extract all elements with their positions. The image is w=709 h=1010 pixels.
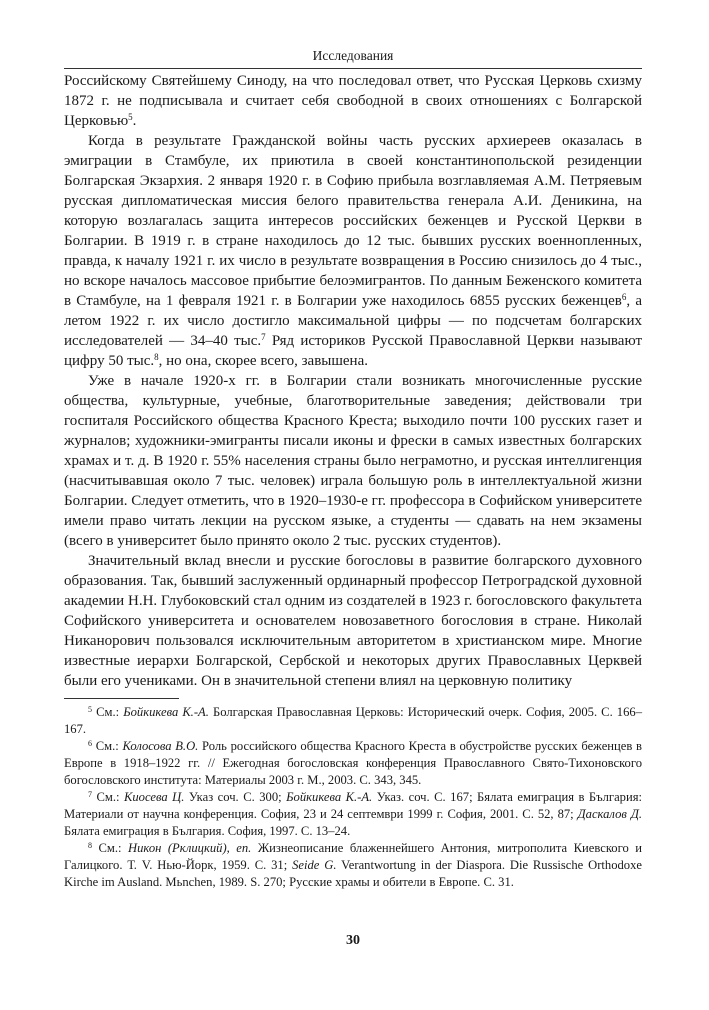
paragraph-2 [64,131,642,371]
footnote-5-text: Болгарская Православная Церковь: Исторический очерк. София, 2005. С. 166–167. [64,705,642,736]
footnote-5-number: 5 [88,705,92,714]
footnote-7-author-2: Бойкикева К.-А. [286,790,373,804]
footnote-ref-7[interactable]: 7 [261,332,266,342]
footnote-7 [64,789,642,840]
main-text [64,71,642,691]
footnote-8-prefix: См.: [92,841,129,855]
footnote-5 [64,704,642,738]
footnote-8-author-1: Никон (Рклицкий), еп. [128,841,252,855]
footnote-8-number: 8 [88,841,92,850]
footnote-5-author: Бойкикева К.-А. [123,705,209,719]
paragraph-3: Уже в начале 1920-х гг. в Болгарии стали возникать многочисленные русские общества, культурные, учебные, благотворительные заведения; действовали три госпиталя Российского общества Красного Креста; выходило почти 100 русских газет и журналов; художники-эмигранты писали иконы и фрески в самых известных болгарских храмах и т. д. В 1920 г. 55% населения страны было неграмотно, и русская интеллигенция (насчитывавшая около 7 тыс. человек) играла большую роль в интеллектуальной жизни Болгарии. Следует отметить, что в 1920–1930-е гг. профессора в Софийском университете имели право читать лекции на русском языке, а студенты — сдавать на нем экзамены (всего в университет было принято около 2 тыс. русских студентов). [64,373,642,549]
footnote-ref-6[interactable]: 6 [621,292,627,302]
paragraph-1-end: . [132,113,137,129]
footnote-6-author: Колосова В.О. [122,739,199,753]
page-number: 30 [346,933,360,948]
footnote-8 [64,840,642,891]
footnote-7-author-3: Даскалов Д. [577,807,642,821]
paragraph-1-text: Российскому Святейшему Синоду, на что последовал ответ, что Русская Церковь схизму 1872 г. не подписывала и считает себя свободной в своих отношениях с Болгарской Церковью [64,73,642,129]
paragraph-2-text-4: , но она, скорее всего, завышена. [158,353,368,369]
footnote-6-number: 6 [88,739,92,748]
paragraph-1 [64,71,642,131]
header-divider [64,68,642,69]
footnotes [64,704,642,891]
paragraph-2-text-3: Ряд историков Русской Православной Церкви называют цифру 50 тыс. [64,333,643,369]
footnote-6-text: Роль российского общества Красного Креста в обустройстве русских беженцев в Европе в 1918–1922 гг. // Ежегодная богословская конференция Православного Свято-Тихоновского богословского института: Материалы 2003 г. М., 2003. С. 343, 345. [64,739,642,787]
paragraph-2-text-2: , а летом 1922 г. их число достигло максимальной цифры — по подсчетам болгарских исследователей — 34–40 тыс. [64,293,642,349]
footnote-ref-5[interactable]: 5 [128,112,133,122]
footnote-8-text-1: Жизнеописание блаженнейшего Антония, митрополита Киевского и Галицкого. Т. V. Нью-Йорк, 1959. С. 31; [64,841,642,872]
footnote-7-text-3: Бялата емиграция в България. София, 1997. С. 13–24. [64,824,351,838]
footnote-7-prefix: См.: [92,790,124,804]
footnote-divider [64,698,179,699]
footnote-7-text-1: Указ соч. С. 300; [184,790,287,804]
footnote-6-prefix: См.: [92,739,123,753]
paragraph-4: Значительный вклад внесли и русские богословы в развитие болгарского духовного образования. Так, бывший заслуженный ординарный профессор Петроградской духовной академии Н.Н. Глубоковский стал одним из создателей в 1923 г. богословского факультета Софийского университета и основателем новозаветного богословия в стране. Николай Никанорович пользовался исключительным авторитетом в христианском мире. Многие известные иерархи Болгарской, Сербской и некоторых других Православных Церквей были его учениками. Он в значительной степени влиял на церковную политику [64,553,642,689]
footnote-7-author-1: Киосева Ц. [124,790,185,804]
footnote-8-text-2: Verantwortung in der Diaspora. Die Russische Orthodoxe Kirche im Ausland. Mьnchen, 1989. S. 270; Русские храмы и обители в Европе. С. 31. [64,858,642,889]
paragraph-2-text-1: Когда в результате Гражданской войны часть русских архиереев оказалась в эмиграции в Стамбуле, их приютила в своей константинопольской резиденции Болгарская Экзархия. 2 января 1920 г. в Софию прибыла возглавляемая А.М. Петряевым русская дипломатическая миссия белого правительства генерала А.И. Деникина, на которую возлагалась защита интересов российских беженцев и Русской Церкви в Болгарии. В 1919 г. в стране находилось до 12 тыс. бывших русских военнопленных, правда, к началу 1921 г. их число в результате возвращения в Россию снизилось до 4 тыс., но вскоре началось массовое прибытие белоэмигрантов. По данным Беженского комитета в Стамбуле, на 1 февраля 1921 г. в Болгарии уже находилось 6855 русских беженцев [64,133,642,309]
footnote-7-number: 7 [88,790,92,799]
footnote-5-prefix: См.: [92,705,124,719]
footnote-8-author-2: Seide G. [292,858,337,872]
footnote-7-text-2: Указ. соч. С. 167; Бялата емиграция в България: Материали от научна конференция. София, 23 и 24 септември 1999 г. София, 2001. С. 52, 87; [64,790,643,821]
running-head: Исследования [312,48,394,63]
footnote-6 [64,738,642,789]
footnote-ref-8[interactable]: 8 [154,352,159,362]
